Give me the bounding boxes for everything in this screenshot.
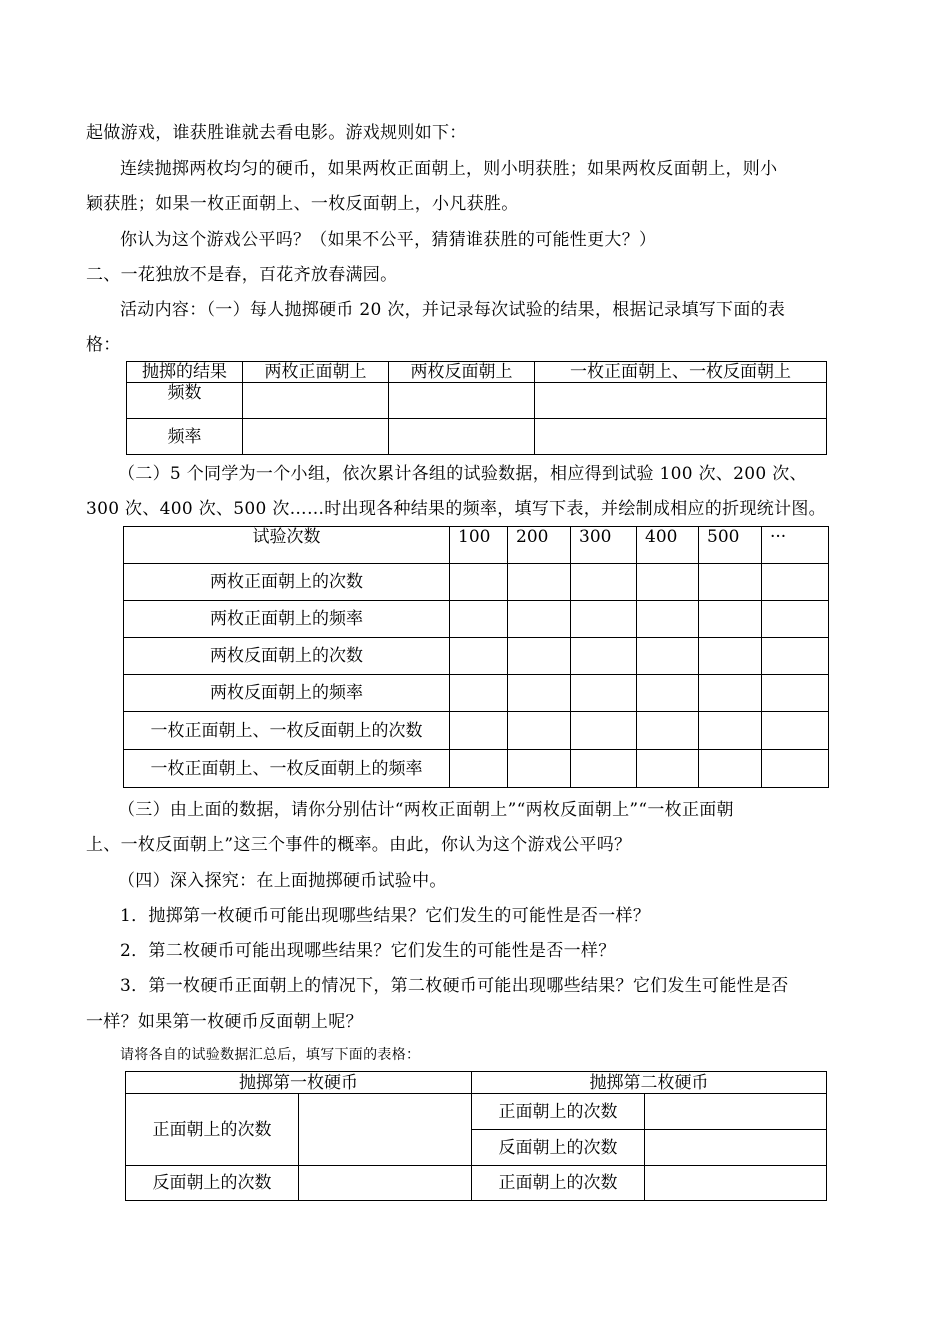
table2-cell[interactable] bbox=[450, 675, 508, 712]
table2-row-label: 两枚正面朝上的次数 bbox=[124, 564, 450, 601]
table2-cell[interactable] bbox=[508, 750, 571, 788]
table2-cell[interactable] bbox=[762, 675, 829, 712]
paragraph-activity-line1: 活动内容：（一）每人抛掷硬币 20 次，并记录每次试验的结果，根据记录填写下面的表 bbox=[120, 300, 786, 320]
table2-cell[interactable] bbox=[508, 601, 571, 638]
question-3-line2: 一样？如果第一枚硬币反面朝上呢？ bbox=[86, 1012, 363, 1032]
table1-header-mixed: 一枚正面朝上、一枚反面朝上 bbox=[535, 362, 827, 383]
table2-cell[interactable] bbox=[762, 564, 829, 601]
table2-cell[interactable] bbox=[699, 638, 762, 675]
table3-cell[interactable] bbox=[299, 1094, 472, 1166]
table1-cell[interactable] bbox=[243, 383, 389, 419]
table3-cell[interactable] bbox=[645, 1166, 827, 1201]
table2-cell[interactable] bbox=[571, 750, 637, 788]
paragraph-estimate-line2: 上、一枚反面朝上”这三个事件的概率。由此，你认为这个游戏公平吗？ bbox=[86, 835, 632, 855]
table2-row-label: 两枚反面朝上的次数 bbox=[124, 638, 450, 675]
table2-cell[interactable] bbox=[450, 601, 508, 638]
table2-cell[interactable] bbox=[699, 601, 762, 638]
table2-col-300: 300 bbox=[571, 527, 637, 564]
table2-col-100: 100 bbox=[450, 527, 508, 564]
table2-col-ellipsis: ··· bbox=[762, 527, 829, 564]
table1-cell[interactable] bbox=[389, 419, 535, 455]
table2-cell[interactable] bbox=[508, 675, 571, 712]
table2-header-trials: 试验次数 bbox=[124, 527, 450, 564]
table2-cell[interactable] bbox=[762, 750, 829, 788]
table2-col-200: 200 bbox=[508, 527, 571, 564]
table2-cell[interactable] bbox=[762, 712, 829, 750]
table1-cell[interactable] bbox=[535, 419, 827, 455]
table2-cell[interactable] bbox=[508, 712, 571, 750]
paragraph-activity-line2: 格： bbox=[86, 335, 121, 355]
paragraph-group-line2: 300 次、400 次、500 次……时出现各种结果的频率，填写下表，并绘制成相应的折现统计图。 bbox=[86, 499, 826, 519]
table2-row-label: 两枚正面朝上的频率 bbox=[124, 601, 450, 638]
table2-col-400: 400 bbox=[637, 527, 699, 564]
table2-cell[interactable] bbox=[450, 638, 508, 675]
paragraph-summary-instruction: 请将各自的试验数据汇总后，填写下面的表格： bbox=[120, 1047, 421, 1063]
paragraph-group-line1: （二）5 个同学为一个小组，依次累计各组的试验数据，相应得到试验 100 次、200 次、 bbox=[118, 464, 807, 484]
table2-cell[interactable] bbox=[571, 601, 637, 638]
paragraph-game-intro: 起做游戏，谁获胜谁就去看电影。游戏规则如下： bbox=[86, 123, 467, 143]
table1-cell[interactable] bbox=[243, 419, 389, 455]
table2-col-500: 500 bbox=[699, 527, 762, 564]
table2-cell[interactable] bbox=[637, 601, 699, 638]
table1-row-frequency-rate: 频率 bbox=[127, 419, 243, 455]
table2-cell[interactable] bbox=[508, 638, 571, 675]
table3-second-heads-label: 正面朝上的次数 bbox=[472, 1094, 645, 1130]
frequency-table-individual bbox=[126, 361, 827, 455]
question-1: 1．抛掷第一枚硬币可能出现哪些结果？它们发生的可能性是否一样？ bbox=[120, 906, 651, 926]
table2-cell[interactable] bbox=[762, 638, 829, 675]
table2-cell[interactable] bbox=[571, 564, 637, 601]
table2-cell[interactable] bbox=[450, 712, 508, 750]
paragraph-rules-line1: 连续抛掷两枚均匀的硬币，如果两枚正面朝上，则小明获胜；如果两枚反面朝上，则小 bbox=[120, 159, 778, 179]
table2-cell[interactable] bbox=[450, 564, 508, 601]
table2-cell[interactable] bbox=[508, 564, 571, 601]
table2-cell[interactable] bbox=[637, 638, 699, 675]
table3-cell[interactable] bbox=[645, 1130, 827, 1166]
table2-cell[interactable] bbox=[637, 564, 699, 601]
table2-row-label: 两枚反面朝上的频率 bbox=[124, 675, 450, 712]
table2-cell[interactable] bbox=[571, 712, 637, 750]
table1-cell[interactable] bbox=[389, 383, 535, 419]
paragraph-fairness-question: 你认为这个游戏公平吗？（如果不公平，猜猜谁获胜的可能性更大？） bbox=[120, 230, 657, 250]
question-3-line1: 3．第一枚硬币正面朝上的情况下，第二枚硬币可能出现哪些结果？它们发生可能性是否 bbox=[120, 976, 789, 996]
table3-second-tails-label: 反面朝上的次数 bbox=[472, 1130, 645, 1166]
table1-header-two-heads: 两枚正面朝上 bbox=[243, 362, 389, 383]
question-2: 2．第二枚硬币可能出现哪些结果？它们发生的可能性是否一样？ bbox=[120, 941, 616, 961]
table2-cell[interactable] bbox=[699, 750, 762, 788]
table2-cell[interactable] bbox=[637, 675, 699, 712]
table3-second-heads-label-b: 正面朝上的次数 bbox=[472, 1166, 645, 1201]
table2-cell[interactable] bbox=[637, 750, 699, 788]
table3-cell[interactable] bbox=[299, 1166, 472, 1201]
cumulative-frequency-table bbox=[123, 526, 829, 788]
table2-cell[interactable] bbox=[762, 601, 829, 638]
table3-first-tails-label: 反面朝上的次数 bbox=[126, 1166, 299, 1201]
paragraph-rules-line2: 颖获胜；如果一枚正面朝上、一枚反面朝上，小凡获胜。 bbox=[86, 194, 519, 214]
table1-header-result: 抛掷的结果 bbox=[127, 362, 243, 383]
table2-cell[interactable] bbox=[699, 564, 762, 601]
table2-cell[interactable] bbox=[450, 750, 508, 788]
table1-row-frequency-count: 频数 bbox=[127, 383, 243, 419]
table2-cell[interactable] bbox=[699, 712, 762, 750]
table1-cell[interactable] bbox=[535, 383, 827, 419]
table2-cell[interactable] bbox=[637, 712, 699, 750]
paragraph-estimate-line1: （三）由上面的数据，请你分别估计“两枚正面朝上”“两枚反面朝上”“一枚正面朝 bbox=[118, 800, 734, 820]
table1-header-two-tails: 两枚反面朝上 bbox=[389, 362, 535, 383]
table3-header-first-coin: 抛掷第一枚硬币 bbox=[126, 1072, 472, 1094]
section-heading-two: 二、一花独放不是春，百花齐放春满园。 bbox=[86, 265, 398, 285]
table2-cell[interactable] bbox=[571, 675, 637, 712]
table2-cell[interactable] bbox=[571, 638, 637, 675]
table2-cell[interactable] bbox=[699, 675, 762, 712]
table3-cell[interactable] bbox=[645, 1094, 827, 1130]
table3-first-heads-label: 正面朝上的次数 bbox=[126, 1094, 299, 1166]
table2-row-label: 一枚正面朝上、一枚反面朝上的频率 bbox=[124, 750, 450, 788]
paragraph-explore: （四）深入探究：在上面抛掷硬币试验中。 bbox=[118, 871, 447, 891]
two-coin-table bbox=[125, 1071, 827, 1201]
table2-row-label: 一枚正面朝上、一枚反面朝上的次数 bbox=[124, 712, 450, 750]
table3-header-second-coin: 抛掷第二枚硬币 bbox=[472, 1072, 827, 1094]
